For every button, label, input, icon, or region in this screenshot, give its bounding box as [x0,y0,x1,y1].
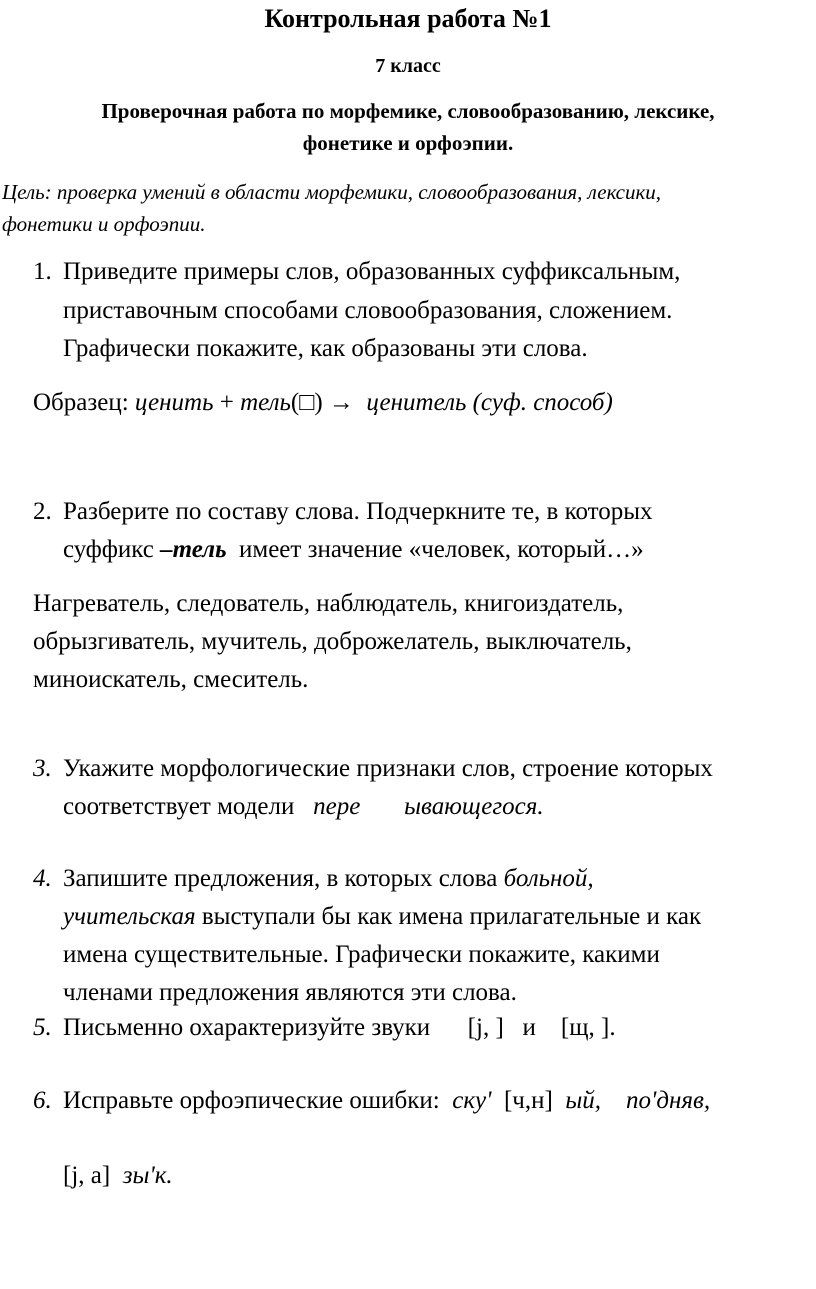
sample-box: (□) [290,389,323,416]
task-6-word-2: по'дняв, [626,1087,711,1114]
task-2-words-line-2: обрызгиватель, мучитель, доброжелатель, выключатель, [33,628,632,655]
sample-result: ценитель (суф. способ) [366,389,613,416]
task-3-model-rest: ывающегося. [404,793,544,820]
task-6-word-1b: [ч,н] [503,1087,553,1114]
task-1-line-2: приставочным способами словообразования, сложением. [63,297,673,324]
task-5-line [63,1014,616,1042]
task-4-line-4: членами предложения являются эти слова. [63,979,517,1006]
task-4-word-1: больной, [503,865,594,892]
task-5-and: и [522,1014,536,1041]
task-4-line-3: имена существительные. Графически покажите, какими [63,941,660,968]
sample-plus: + [219,389,234,416]
task-4-line-2 [63,903,701,931]
task-1-line-3: Графически покажите, как образованы эти слова. [63,335,588,362]
task-3-line-1: Укажите морфологические признаки слов, строение которых [63,755,713,782]
task-5-sound-1: [j, ] [467,1014,504,1041]
sample-arrow: → [328,389,354,416]
task-5-number: 5. [33,1014,52,1041]
task-1-line-1: Приведите примеры слов, образованных суффиксальным, [63,258,681,285]
task-3-model-label: соответствует модели [63,793,295,820]
task-2-line-1: Разберите по составу слова. Подчеркните те, в которых [63,498,653,525]
goal-line-2: фонетики и орфоэпии. [2,212,206,236]
task-2-words-line-3: миноискатель, смеситель. [33,666,309,693]
task-2-suffix: –тель [160,536,227,563]
task-6-text: Исправьте орфоэпические ошибки: [63,1087,440,1114]
task-3-line-2 [63,793,544,821]
task-2-meaning: имеет значение «человек, который…» [239,536,644,563]
grade-label: 7 класс [375,55,441,77]
task-6-word-1a: ску' [452,1087,492,1114]
task-4-text: Запишите предложения, в которых слова [63,865,498,892]
task-6-line-2 [63,1162,173,1190]
sample-label: Образец: [33,389,129,416]
subtitle-line-1: Проверочная работа по морфемике, словообразованию, лексике, [101,99,715,123]
goal-line-1: Цель: проверка умений в области морфемики, словообразования, лексики, [2,180,662,204]
page-title: Контрольная работа №1 [264,4,552,33]
task-2-suffix-label: суффикс [63,536,154,563]
task-2-number: 2. [33,498,52,525]
task-6-word-1c: ый, [565,1087,602,1114]
task-5-text: Письменно охарактеризуйте звуки [63,1014,431,1041]
sample-word: ценить [134,389,214,416]
task-6-word-3b: зы'к. [122,1162,173,1189]
task-1-sample [33,389,613,417]
task-4-number: 4. [33,865,52,892]
task-1-number: 1. [33,258,52,285]
sample-suffix: тель [240,389,291,416]
task-2-words-line-1: Нагреватель, следователь, наблюдатель, книгоиздатель, [33,590,624,617]
task-4-line-1 [63,865,594,893]
task-3-number: 3. [33,755,52,782]
task-4-line-2-text: выступали бы как имена прилагательные и как [201,903,702,930]
task-3-model-prefix: пере [313,793,361,820]
task-2-line-2 [63,536,644,564]
task-4-word-2: учительская [63,903,196,930]
task-6-line [63,1087,710,1115]
task-6-word-3a: [j, а] [63,1162,111,1189]
subtitle-line-2: фонетике и орфоэпии. [302,131,514,155]
task-6-number: 6. [33,1087,52,1114]
task-5-sound-2: [щ, ]. [560,1014,616,1041]
